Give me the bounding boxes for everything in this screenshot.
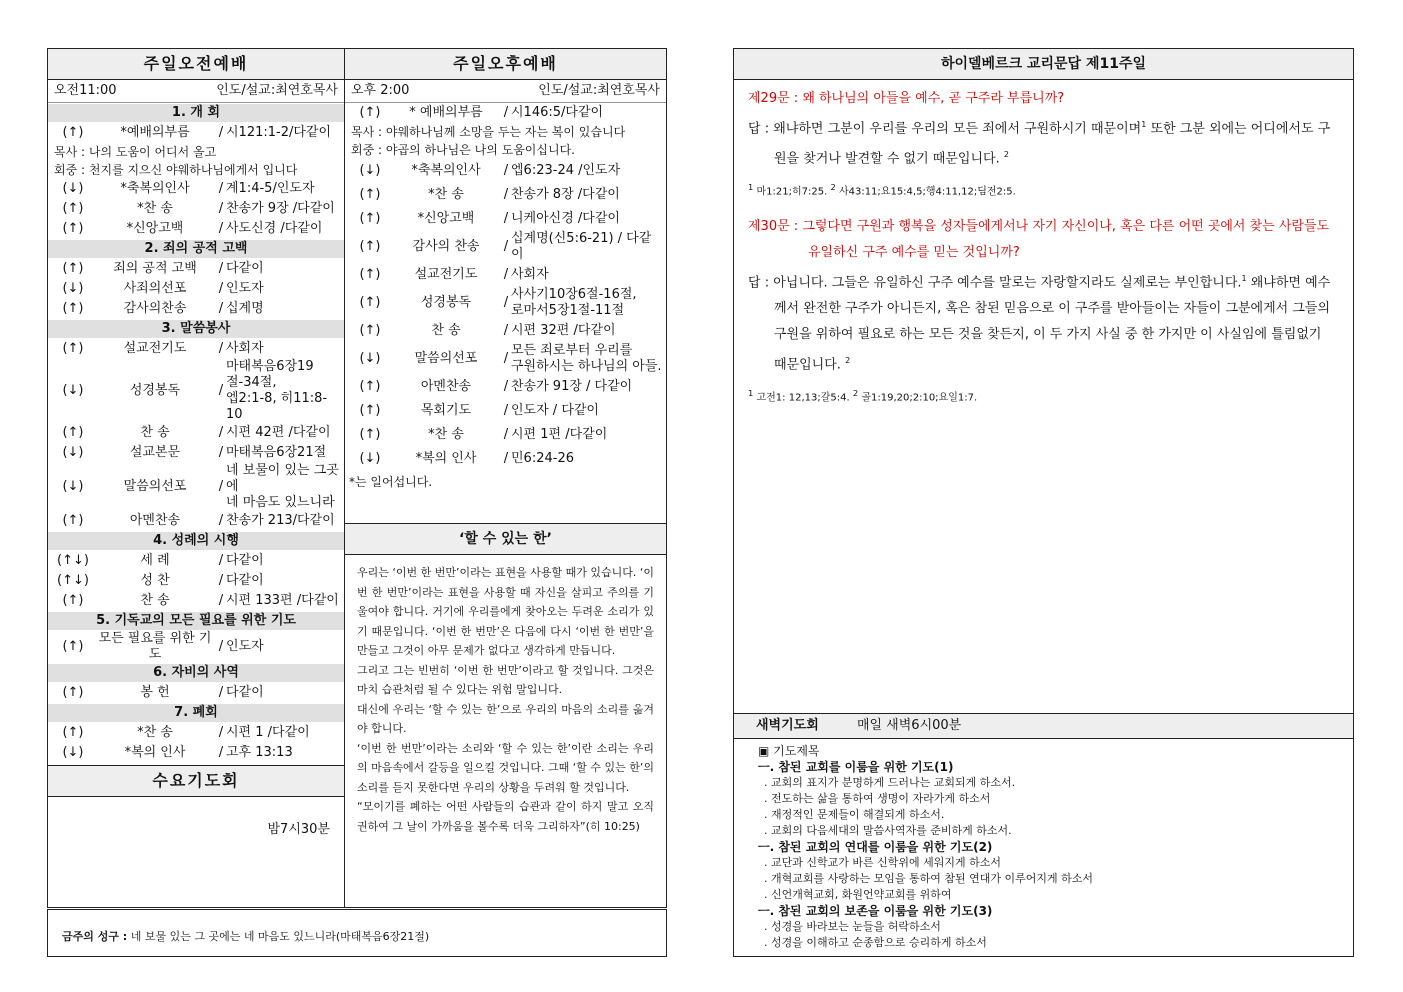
prayer-item: . 교회의 표지가 분명하게 드러나는 교회되게 하소서. [764, 776, 1016, 789]
order-item-value [226, 281, 340, 297]
answer-30-label: 답 : [748, 275, 770, 291]
order-item-name: 찬 송 [140, 425, 170, 440]
order-item [345, 375, 666, 399]
order-item [345, 287, 666, 319]
posture-mark: (↑) [359, 295, 381, 310]
answer-29-line: 또한 그분 외에는 어디에서도 구 [1146, 121, 1331, 137]
order-item-name: 성경봉독 [129, 383, 181, 398]
footnote-mark: 1 [748, 387, 754, 398]
order-item-value-line: 시편 1 /다같이 [226, 725, 310, 740]
posture-mark: (↑) [62, 513, 84, 528]
dawn-prayer-header [734, 714, 1353, 739]
order-item-value [511, 403, 662, 419]
order-item-value-line: 다같이 [226, 685, 264, 700]
order-item-value [511, 323, 662, 339]
answer-30 [748, 266, 1339, 379]
order-item-name: 죄의 공적 고백 [113, 261, 197, 276]
posture-mark: (↑) [359, 427, 381, 442]
order-item-name: 사죄의선포 [123, 281, 187, 296]
catechism-title: 하이델베르크 교리문답 제11주일 [734, 49, 1353, 80]
order-item [48, 299, 344, 319]
dawn-prayer-title: 새벽기도회 [756, 718, 819, 733]
order-item-value [226, 341, 340, 357]
responsive-line: 회중 : 천지를 지으신 야웨하나님에게서 입니다 [54, 163, 298, 177]
morning-service-time: 오전11:00 [54, 83, 117, 98]
order-item [48, 339, 344, 359]
separator: / [218, 221, 224, 236]
posture-mark: (↓) [62, 181, 84, 196]
order-item-value-line: 시121:1-2/다같이 [226, 125, 332, 140]
posture-mark: (↑) [359, 187, 381, 202]
order-item-value [226, 685, 340, 701]
afternoon-order-a [345, 103, 666, 123]
order-item [345, 399, 666, 423]
order-item-value-line: 십계명 [226, 301, 264, 316]
posture-mark: (↑) [62, 639, 84, 654]
separator: / [218, 125, 224, 140]
separator: / [503, 163, 509, 178]
order-item [345, 263, 666, 287]
posture-mark: (↑) [62, 593, 84, 608]
morning-service-title: 주일오전예배 [48, 49, 344, 80]
order-item [48, 219, 344, 239]
footnote-mark: 2 [852, 387, 859, 398]
separator: / [218, 301, 224, 316]
order-item-value [511, 287, 662, 319]
separator: / [503, 403, 509, 418]
footnote-mark: 1 [748, 181, 754, 192]
prayer-item: . 전도하는 삶을 통하여 생명이 자라가게 하소서 [764, 792, 991, 805]
order-item-value-line: 모든 죄로부터 우리를 [511, 343, 633, 358]
afternoon-responsive-reading [345, 123, 666, 159]
order-item-value [226, 445, 340, 461]
footnote-ref: 1 [1241, 273, 1247, 283]
order-item-value-line: 다같이 [226, 553, 264, 568]
answer-29 [748, 112, 1339, 173]
posture-mark: (↑) [359, 211, 381, 226]
order-item-value-line: 고후 13:13 [226, 745, 293, 760]
question-30-line: 그렇다면 구원과 행복을 성자들에게서나 자기 자신이나, 혹은 다른 어떤 곳에서 찾는 사람들도 [802, 218, 1330, 234]
footnote-ref: 1 [1141, 120, 1147, 129]
order-item [48, 443, 344, 463]
question-29-text: 왜 하나님의 아들을 예수, 곧 구주라 부릅니까? [802, 91, 1065, 106]
order-item-name: 세 례 [140, 553, 170, 568]
essay-paragraph: “모이기를 폐하는 어떤 사람들의 습관과 같이 하지 말고 오직 권하여 그 날이 가까움을 볼수록 더욱 그리하자”(히 10:25) [357, 800, 654, 833]
footnote-mark: 2 [830, 181, 836, 192]
order-item [48, 683, 344, 703]
order-item-value [226, 553, 340, 569]
order-item-value-line: 인도자 [226, 281, 264, 296]
separator: / [503, 323, 509, 338]
posture-mark: (↓) [62, 383, 84, 398]
order-item-value [511, 187, 662, 203]
order-item-name: 설교본문 [129, 445, 181, 460]
order-item-name: 설교전기도 [123, 341, 187, 356]
posture-mark: (↑) [62, 301, 84, 316]
order-item [48, 463, 344, 511]
separator: / [218, 281, 224, 296]
order-item [48, 551, 344, 571]
order-item-value-line: 마태복음6장19절-34절, [226, 359, 314, 390]
separator: / [503, 105, 509, 120]
order-item [345, 183, 666, 207]
posture-mark: (↑) [62, 125, 84, 140]
essay-paragraph: ‘이번 한 번만’이라는 소리와 ‘할 수 있는 한’이란 소리는 우리의 마음속에서 갈등을 일으킬 것입니다. 그때 ‘할 수 있는 한’의 소리를 듣지 못한다면 우리의 상황을 두려워 할 것입니다. [357, 741, 654, 794]
order-item-value-line: 마태복음6장21절 [226, 445, 327, 460]
section-heading: 6. 자비의 사역 [48, 664, 344, 682]
posture-mark: (↑) [359, 403, 381, 418]
order-item-value [511, 379, 662, 395]
order-item-value-line: 사사기10장6절-16절, [511, 287, 637, 302]
separator: / [218, 685, 224, 700]
section-heading: 3. 말씀봉사 [48, 320, 344, 338]
prayer-item: . 신언개혁교회, 화원언약교회를 위하여 [764, 888, 952, 901]
order-item-name: 말씀의선포 [123, 479, 187, 494]
order-item-name: *신앙고백 [126, 221, 184, 236]
separator: / [218, 425, 224, 440]
order-item-value [226, 425, 340, 441]
order-item [345, 423, 666, 447]
separator: / [503, 351, 509, 366]
responsive-line: 목사 : 나의 도움이 어디서 올고 [54, 145, 217, 159]
afternoon-order-b [345, 159, 666, 471]
prayer-item: . 교회의 다음세대의 말씀사역자를 준비하게 하소서. [764, 824, 1012, 837]
order-item [345, 207, 666, 231]
order-item-value [226, 261, 340, 277]
order-item-value-line: 로마서5장1절-11절 [511, 303, 625, 318]
prayer-topic-label: ▣ 기도제목 [758, 744, 820, 758]
answer-30-line: 구원을 위하여 필요로 하는 모든 것을 찾든지, 이 두 가지 사실 중 한 가지만 이 사실임에 틀림없기 [774, 327, 1322, 343]
posture-mark: (↑) [62, 201, 84, 216]
prayer-group-heading: ㅡ. 참된 교회의 보존을 이룸을 위한 기도(3) [758, 904, 993, 918]
posture-mark: (↑) [359, 267, 381, 282]
weekly-verse-label: 금주의 성구 : [62, 930, 128, 943]
order-item-value-line: 십계명(신5:6-21) / 다같이 [511, 231, 652, 262]
posture-mark: (↑) [359, 379, 381, 394]
order-item-value-line: 찬송가 213/다같이 [226, 513, 335, 528]
morning-order [48, 104, 344, 763]
separator: / [218, 553, 224, 568]
order-item-name: 성 찬 [140, 573, 170, 588]
order-item-name: 찬 송 [140, 593, 170, 608]
order-item-value-line: 계1:4-5/인도자 [226, 181, 315, 196]
order-item-value [511, 427, 662, 443]
order-item-name: 모든 필요를 위한 기도 [98, 631, 212, 662]
separator: / [218, 479, 224, 494]
order-item-value [226, 359, 340, 423]
question-30-label: 제30문 : [748, 218, 799, 234]
separator: / [218, 181, 224, 196]
footnotes-29 [748, 179, 1339, 200]
posture-mark: (↑) [359, 323, 381, 338]
order-item-value-line: 시편 1편 /다같이 [511, 427, 608, 442]
question-30 [748, 214, 1339, 266]
order-item-name: 말씀의선포 [414, 351, 478, 366]
separator: / [503, 451, 509, 466]
section-heading: 2. 죄의 공적 고백 [48, 240, 344, 258]
order-item-value-line: 시편 32편 /다같이 [511, 323, 616, 338]
order-item [48, 631, 344, 663]
order-item-value-line: 인도자 [226, 639, 264, 654]
order-item-name: 감사의찬송 [123, 301, 187, 316]
separator: / [218, 573, 224, 588]
order-item-value-line: 니케아신경 /다같이 [511, 211, 620, 226]
posture-mark: (↑) [359, 105, 381, 120]
separator: / [218, 639, 224, 654]
order-item-value-line: 찬송가 91장 / 다같이 [511, 379, 633, 394]
footnote-text: 마1:21;히7:25. [753, 185, 831, 197]
order-item-value-line: 엡6:23-24 /인도자 [511, 163, 621, 178]
order-item-value [226, 463, 340, 511]
order-item-value [511, 105, 662, 121]
order-item-value [226, 573, 340, 589]
answer-30-line: 때문입니다. [774, 357, 841, 373]
answer-30-line: 왜냐하면 예수 [1246, 275, 1331, 291]
answer-29-line: 원을 찾거나 발견할 수 없기 때문입니다. [774, 151, 1000, 167]
separator: / [218, 593, 224, 608]
separator: / [218, 383, 224, 398]
morning-service-officiant: 인도/설교:최연호목사 [216, 83, 338, 98]
order-item-value [511, 211, 662, 227]
posture-mark: (↑) [62, 425, 84, 440]
order-item-value-line: 찬송가 8장 /다같이 [511, 187, 620, 202]
order-item-value-line: 다같이 [226, 573, 264, 588]
order-item-value [511, 267, 662, 283]
prayer-group-heading: ㅡ. 참된 교회를 이룸을 위한 기도(1) [758, 760, 954, 774]
separator: / [503, 187, 509, 202]
prayer-item: . 재정적인 문제들이 해결되게 하소서. [764, 808, 945, 821]
order-item-value-line: 사회자 [511, 267, 549, 282]
order-item [48, 423, 344, 443]
order-item-value [226, 301, 340, 317]
order-item-name: *신앙고백 [417, 211, 475, 226]
separator: / [503, 239, 509, 254]
wednesday-panel [47, 765, 345, 908]
order-item-value [511, 343, 662, 375]
footnote-ref: 2 [845, 356, 851, 366]
posture-mark: (↓) [359, 351, 381, 366]
order-item [345, 447, 666, 471]
order-item-value [226, 725, 340, 741]
order-item-name: 아멘찬송 [420, 379, 472, 394]
posture-mark: (↓) [62, 479, 84, 494]
wednesday-title: 수요기도회 [48, 766, 344, 797]
posture-mark: (↑↓) [57, 573, 89, 588]
separator: / [218, 261, 224, 276]
separator: / [218, 445, 224, 460]
answer-30-line: 께서 완전한 구주가 아니든지, 혹은 참된 믿음으로 이 구주를 받아들이는 자들이 그분에게서 그들의 [774, 301, 1331, 317]
separator: / [503, 267, 509, 282]
order-item-name: *찬 송 [137, 201, 173, 216]
order-item-value-line: 인도자 / 다같이 [511, 403, 599, 418]
order-item-value [226, 639, 340, 655]
order-item-name: 목회기도 [420, 403, 472, 418]
posture-mark: (↓) [359, 163, 381, 178]
afternoon-service-info [345, 80, 666, 103]
footnote-text: 고전1: 12,13;갈5:4. [753, 391, 853, 403]
order-item-name: *축복의인사 [120, 181, 190, 196]
posture-mark: (↑) [62, 725, 84, 740]
order-item-name: *예배의부름 [120, 125, 190, 140]
order-item-value [226, 221, 340, 237]
essay-paragraph: 그리고 그는 빈번히 ‘이번 한 번만’이라고 할 것입니다. 그것은 마치 습관처럼 될 수 있다는 위험 말입니다. [357, 663, 654, 696]
order-item-value-line: 사도신경 /다같이 [226, 221, 323, 236]
order-item [345, 319, 666, 343]
section-heading: 4. 성례의 시행 [48, 532, 344, 550]
order-item-value-line: 엡2:1-8, 히11:8-10 [226, 391, 328, 422]
separator: / [218, 341, 224, 356]
afternoon-service-panel [344, 48, 667, 524]
weekly-verse [48, 910, 666, 962]
order-item-value [226, 745, 340, 761]
essay-paragraph: 대신에 우리는 ‘할 수 있는 한’으로 우리의 마음의 소리를 옮겨야 합니다. [357, 702, 654, 735]
order-item-value-line: 사회자 [226, 341, 264, 356]
footnote-ref: 2 [1003, 150, 1009, 160]
order-item-value-line: 시146:5/다같이 [511, 105, 604, 120]
dawn-prayer-time: 매일 새벽6시00분 [856, 718, 962, 733]
posture-mark: (↓) [62, 281, 84, 296]
morning-service-info [48, 80, 344, 103]
section-heading: 7. 폐회 [48, 704, 344, 722]
posture-mark: (↓) [62, 445, 84, 460]
order-item-value [226, 201, 340, 217]
responsive-line: 목사 : 야웨하나님께 소망을 두는 자는 복이 있습니다 [351, 125, 626, 139]
posture-mark: (↑↓) [57, 553, 89, 568]
section-heading: 1. 개 회 [48, 104, 344, 122]
afternoon-stand-note: *는 일어섭니다. [349, 475, 433, 489]
question-30-line: 유일하신 구주 예수를 믿는 것입니까? [808, 244, 1020, 260]
posture-mark: (↑) [62, 341, 84, 356]
order-item [48, 279, 344, 299]
order-item-value-line: 구원하시는 하나님의 아들. [511, 359, 662, 374]
order-item [48, 259, 344, 279]
order-item-name: 찬 송 [431, 323, 461, 338]
order-item-name: *찬 송 [428, 187, 464, 202]
prayer-item: . 성경을 이해하고 순종함으로 승리하게 하소서 [764, 936, 987, 949]
order-item-value [226, 593, 340, 609]
order-item-name: *찬 송 [428, 427, 464, 442]
weekly-verse-text: 네 보물 있는 그 곳에는 네 마음도 있느니라(마태복음6장21절) [130, 930, 430, 943]
prayer-item: . 교단과 신학교가 바른 신학위에 세워지게 하소서 [764, 856, 1001, 869]
responsive-line: 회중 : 야곱의 하나님은 나의 도움이십니다. [351, 143, 575, 157]
separator: / [503, 295, 509, 310]
order-item-value-line: 다같이 [226, 261, 264, 276]
order-item [345, 103, 666, 123]
order-item [345, 159, 666, 183]
posture-mark: (↑) [62, 261, 84, 276]
separator: / [503, 211, 509, 226]
catechism-panel [733, 48, 1354, 714]
order-item [48, 179, 344, 199]
separator: / [218, 745, 224, 760]
prayer-group-heading: ㅡ. 참된 교회의 연대를 이룸을 위한 기도(2) [758, 840, 993, 854]
order-item [48, 571, 344, 591]
posture-mark: (↑) [359, 239, 381, 254]
essay-title: ‘할 수 있는 한’ [345, 524, 666, 555]
order-item [345, 231, 666, 263]
afternoon-service-title: 주일오후예배 [345, 49, 666, 80]
essay-body [345, 555, 666, 844]
order-item-name: 감사의 찬송 [412, 239, 480, 254]
order-item-value-line: 찬송가 9장 /다같이 [226, 201, 335, 216]
separator: / [218, 513, 224, 528]
footnote-text: 골1:19,20;2:10;요일1:7. [858, 391, 978, 403]
order-item-name: *복의 인사 [124, 745, 186, 760]
order-item-value [511, 451, 662, 467]
afternoon-service-officiant: 인도/설교:최연호목사 [538, 83, 660, 98]
prayer-item: . 개혁교회를 사랑하는 모임을 통하여 참된 연대가 이루어지게 하소서 [764, 872, 1093, 885]
order-item [48, 123, 344, 143]
order-item-name: *찬 송 [137, 725, 173, 740]
answer-29-label: 답 : [748, 121, 770, 137]
order-item [48, 359, 344, 423]
order-item-value-line: 시편 133편 /다같이 [226, 593, 339, 608]
order-item-value [226, 513, 340, 529]
separator: / [218, 725, 224, 740]
essay-paragraph: 우리는 ‘이번 한 번만’이라는 표현을 사용할 때가 있습니다. ‘이번 한 번만’이라는 표현을 사용할 때 자신을 살피고 주의를 기울여야 합니다. 거기에 우리를에게 찾아오는 두려운 소리가 있기 때문입니다. ‘이번 한 번만’은 다음에 다시 ‘이번 한 번만’을 만들고 그것이 아무 문제가 없다고 생각하게 만듭니다. [357, 566, 654, 657]
order-item-name: 봉 헌 [140, 685, 170, 700]
prayer-item: . 성경을 바라보는 눈들을 허락하소서 [764, 920, 941, 933]
order-item-value-line: 네 보물이 있는 그곳에 [226, 463, 339, 494]
order-item-value [226, 125, 340, 141]
order-item-name: *복의 인사 [415, 451, 477, 466]
posture-mark: (↑) [62, 685, 84, 700]
afternoon-service-time: 오후 2:00 [351, 83, 410, 98]
order-item-value-line: 네 마음도 있느니라 [226, 495, 335, 510]
order-item-name: 성경봉독 [420, 295, 472, 310]
posture-mark: (↑) [62, 221, 84, 236]
essay-panel [344, 523, 667, 908]
posture-mark: (↓) [359, 451, 381, 466]
footnote-text: 사43:11;요15:4,5;행4:11,12;딤전2:5. [835, 185, 1016, 197]
order-item-value-line: 민6:24-26 [511, 451, 574, 466]
dawn-prayer-panel [733, 713, 1354, 957]
footnotes-30 [748, 385, 1339, 406]
order-item [48, 511, 344, 531]
question-29 [748, 86, 1339, 112]
question-29-label: 제29문 : [748, 91, 799, 106]
answer-30-line: 아닙니다. 그들은 유일하신 구주 예수를 말로는 자랑할지라도 실제로는 부인합니다. [773, 275, 1242, 291]
order-item [48, 723, 344, 743]
prayer-topics [758, 759, 1329, 951]
weekly-verse-panel [47, 909, 667, 957]
order-item-value [511, 231, 662, 263]
answer-29-line: 왜냐하면 그분이 우리를 우리의 모든 죄에서 구원하시기 때문이며 [773, 121, 1142, 137]
order-item-name: 설교전기도 [414, 267, 478, 282]
order-item [48, 591, 344, 611]
wednesday-time: 밤7시30분 [267, 822, 330, 837]
separator: / [503, 379, 509, 394]
order-item [345, 343, 666, 375]
order-item-name: * 예배의부름 [409, 105, 483, 120]
separator: / [503, 427, 509, 442]
order-item-value [226, 181, 340, 197]
order-item-value-line: 시편 42편 /다같이 [226, 425, 331, 440]
morning-service-panel [47, 48, 345, 766]
order-item [48, 199, 344, 219]
order-item-name: *축복의인사 [411, 163, 481, 178]
separator: / [218, 201, 224, 216]
posture-mark: (↓) [62, 745, 84, 760]
order-item-value [511, 163, 662, 179]
order-item-name: 아멘찬송 [129, 513, 181, 528]
order-item [48, 743, 344, 763]
section-heading: 5. 기독교의 모든 필요를 위한 기도 [48, 612, 344, 630]
